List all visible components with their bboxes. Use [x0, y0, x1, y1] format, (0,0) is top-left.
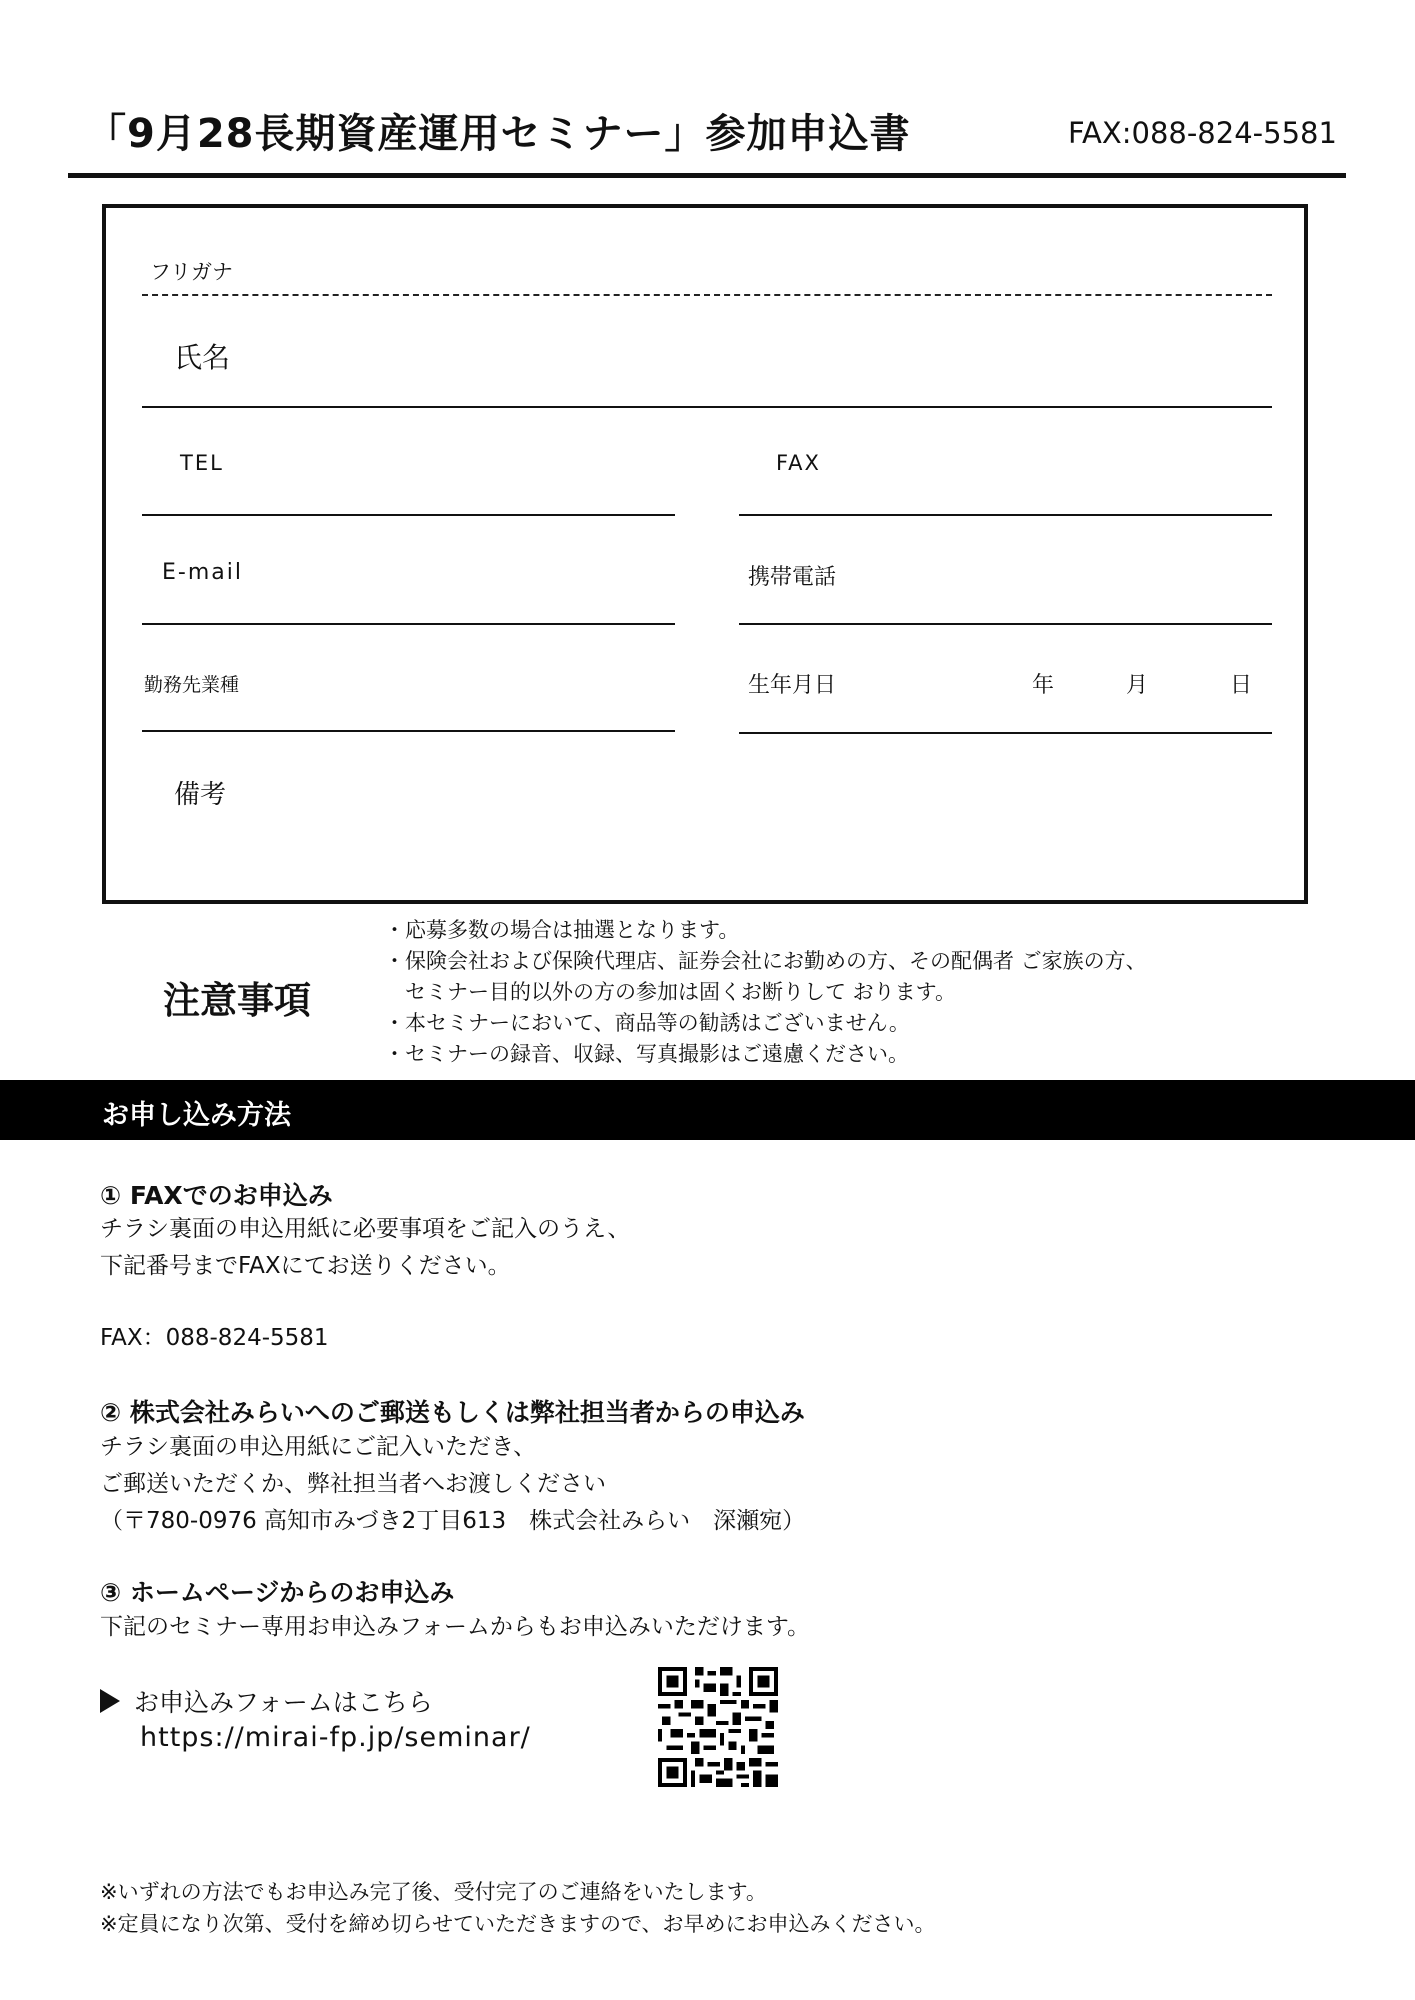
footnote: ※いずれの方法でもお申込み完了後、受付完了のご連絡をいたします。 [100, 1880, 767, 1904]
birthdate-field[interactable] [739, 732, 1272, 734]
triangle-arrow-icon [100, 1689, 120, 1713]
notes-heading: 注意事項 [163, 979, 311, 1022]
birthdate-label: 生年月日 [748, 673, 837, 698]
mail-method-heading: ② 株式会社みらいへのご郵送もしくは弊社担当者からの申込み [100, 1398, 805, 1427]
web-method-heading: ③ ホームページからのお申込み [100, 1578, 455, 1607]
name-label: 氏名 [174, 341, 231, 374]
fax-method-line: 下記番号までFAXにてお送りください。 [100, 1253, 511, 1279]
birth-month-label: 月 [1126, 673, 1149, 698]
note-item: ・保険会社および保険代理店、証券会社にお勤めの方、その配偶者 ご家族の方、 [384, 949, 1147, 973]
form-url-link[interactable]: https://mirai-fp.jp/seminar/ [140, 1722, 531, 1753]
note-item: ・セミナーの録音、収録、写真撮影はご遠慮ください。 [384, 1042, 909, 1066]
furigana-label: フリガナ [150, 260, 233, 284]
mobile-label: 携帯電話 [748, 565, 837, 590]
notes-list [384, 915, 1147, 1070]
note-item: ・本セミナーにおいて、商品等の勧誘はございません。 [384, 1011, 910, 1035]
occupation-field[interactable] [142, 730, 675, 732]
tel-field[interactable] [142, 514, 675, 516]
form-link-label: お申込みフォームはこちら [134, 1688, 433, 1717]
application-form [102, 204, 1308, 904]
web-method-line: 下記のセミナー専用お申込みフォームからもお申込みいただけます。 [100, 1614, 811, 1640]
mail-method-address: （〒780-0976 高知市みづき2丁目613 株式会社みらい 深瀬宛） [100, 1508, 806, 1534]
mail-method-line: チラシ裏面の申込用紙にご記入いただき、 [100, 1434, 537, 1460]
fax-method-line: チラシ裏面の申込用紙に必要事項をご記入のうえ、 [100, 1216, 631, 1242]
remarks-label: 備考 [174, 780, 227, 810]
footnote: ※定員になり次第、受付を締め切らせていただきますので、お早めにお申込みください。 [100, 1912, 936, 1936]
remarks-field[interactable] [142, 818, 1272, 888]
birth-day-label: 日 [1230, 673, 1253, 698]
qr-code[interactable] [658, 1667, 778, 1787]
note-item: セミナー目的以外の方の参加は固くお断りして おります。 [384, 980, 956, 1004]
header-fax-number: FAX:088-824-5581 [1068, 116, 1337, 150]
occupation-label: 勤務先業種 [144, 674, 240, 696]
email-field[interactable] [142, 623, 675, 625]
birth-year-label: 年 [1032, 673, 1055, 698]
note-item: ・応募多数の場合は抽選となります。 [384, 918, 740, 942]
method-section-title: お申し込み方法 [102, 1100, 291, 1131]
name-field[interactable] [142, 406, 1272, 408]
fax-method-heading: ① FAXでのお申込み [100, 1181, 333, 1210]
fax-method-number: FAX：088-824-5581 [100, 1325, 329, 1351]
tel-label: TEL [180, 451, 224, 475]
furigana-field[interactable] [142, 294, 1272, 296]
title-underline [68, 173, 1346, 178]
fax-label: FAX [776, 451, 821, 475]
email-label: E-mail [162, 560, 243, 585]
page-title: 「9月28長期資産運用セミナー」参加申込書 [86, 111, 911, 157]
fax-field[interactable] [739, 514, 1272, 516]
mail-method-line: ご郵送いただくか、弊社担当者へお渡しください [100, 1471, 606, 1497]
mobile-field[interactable] [739, 623, 1272, 625]
